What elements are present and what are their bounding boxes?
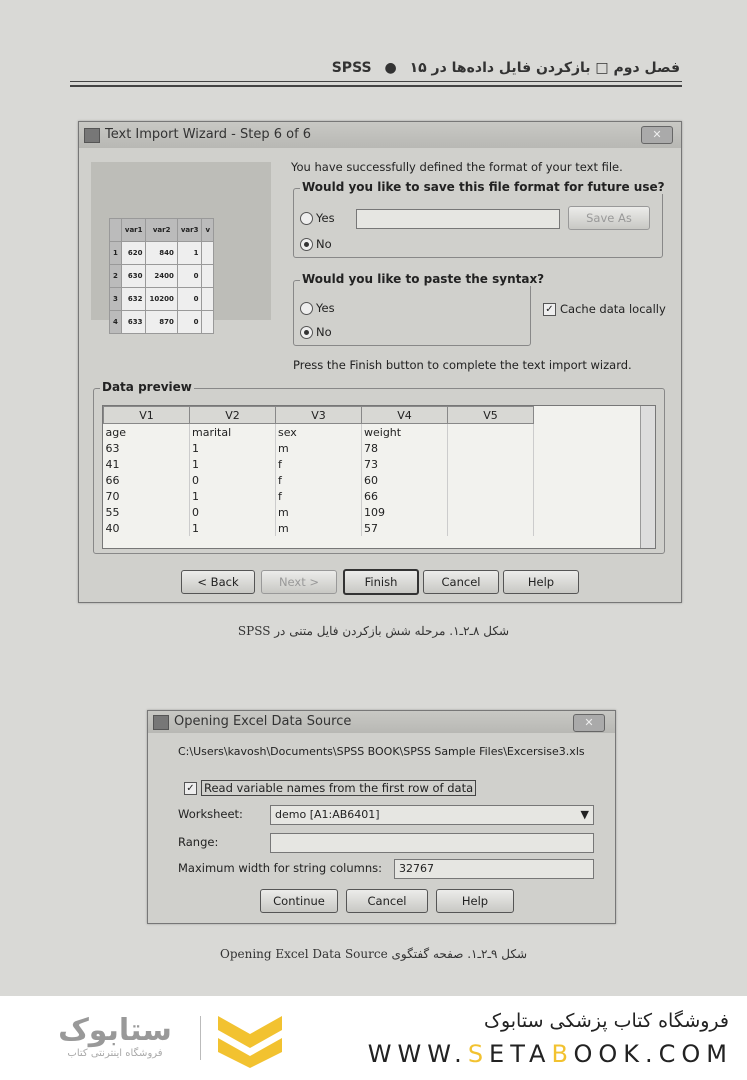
dialog-title: Opening Excel Data Source [174,714,352,729]
column-header: V2 [190,407,276,424]
table-cell [448,424,534,441]
running-header [70,60,680,82]
table-row [104,488,534,504]
save-path-input[interactable] [356,209,560,229]
table-cell: m [276,504,362,520]
table-cell: f [276,456,362,472]
text-import-wizard [78,121,682,603]
table-row [104,504,534,520]
save-yes-radio[interactable]: Yes [300,211,335,225]
preview-image [91,162,271,326]
cache-checkbox[interactable]: ✓ Cache data locally [543,302,666,316]
title-bar [79,122,681,148]
table-row [104,520,534,536]
table-cell: 0 [190,472,276,488]
close-button[interactable]: ✕ [573,714,605,732]
table-cell: 55 [104,504,190,520]
cancel-button[interactable]: Cancel [346,889,428,913]
table-cell: m [276,520,362,536]
group-label: Would you like to save this file format for future use? [302,180,665,194]
header-rule [70,85,682,87]
read-names-checkbox[interactable]: ✓ Read variable names from the first row of data [184,781,476,795]
worksheet-label: Worksheet: [178,807,243,821]
app-icon [153,715,169,730]
help-button[interactable]: Help [436,889,514,913]
chevron-logo-icon [214,1012,286,1068]
mini-table: var1 var2 var3 v 1 620 840 1 2 630 2400 0 3 632 10200 0 4 633 870 0 [109,218,214,334]
table-cell [448,520,534,536]
finish-message: Press the Finish button to complete the text import wizard. [293,358,632,372]
table-cell: 66 [362,488,448,504]
page-number: ۱۵ [409,60,427,76]
range-label: Range: [178,835,219,849]
range-input[interactable] [270,833,594,853]
table-cell: marital [190,424,276,441]
group-label: Would you like to paste the syntax? [302,272,545,286]
table-cell: 57 [362,520,448,536]
table-cell: sex [276,424,362,441]
group-label: Data preview [102,380,192,394]
table-row [104,472,534,488]
table-cell: 1 [190,456,276,472]
save-as-button[interactable]: Save As [568,206,650,230]
preview-grid [102,405,656,549]
file-path: C:\Users\kavosh\Documents\SPSS BOOK\SPSS Sample Files\Excersise3.xls [178,745,585,758]
table-cell: 0 [190,504,276,520]
app-icon [84,128,100,143]
column-header: V3 [276,407,362,424]
paste-syntax-group [293,272,545,346]
preview-table [103,406,534,536]
table-cell: f [276,488,362,504]
back-button[interactable]: < Back [181,570,255,594]
table-cell: 109 [362,504,448,520]
max-width-label: Maximum width for string columns: [178,861,383,875]
table-row [104,424,534,441]
table-cell: weight [362,424,448,441]
save-format-group [293,180,665,258]
store-logo: ستابوک فروشگاه اینترنتی کتاب [58,1013,172,1059]
table-cell: 73 [362,456,448,472]
close-button[interactable]: ✕ [641,126,673,144]
table-cell [448,472,534,488]
finish-button[interactable]: Finish [343,569,419,595]
store-banner [0,996,747,1080]
figure-caption: شکل ۸ـ۲ـ۱. مرحله شش بازکردن فایل متنی در SPSS [237,624,510,638]
next-button[interactable]: Next > [261,570,337,594]
continue-button[interactable]: Continue [260,889,338,913]
column-header: V4 [362,407,448,424]
table-cell: 63 [104,440,190,456]
vertical-scrollbar[interactable] [640,406,655,548]
table-cell: f [276,472,362,488]
table-cell [448,440,534,456]
table-cell: 40 [104,520,190,536]
table-cell: 41 [104,456,190,472]
worksheet-select[interactable]: demo [A1:AB6401] ▼ [270,805,594,825]
table-cell [448,456,534,472]
column-header: V5 [448,407,534,424]
table-cell: 1 [190,440,276,456]
table-cell: 66 [104,472,190,488]
store-name: فروشگاه کتاب پزشکی ستابوک [483,1010,729,1032]
data-preview-group [93,380,665,554]
cancel-button[interactable]: Cancel [423,570,499,594]
chapter-title: فصل دوم □ بازکردن فایل داده‌ها در SPSS [331,60,680,76]
table-cell: age [104,424,190,441]
max-width-input[interactable]: 32767 [394,859,594,879]
opening-excel-dialog [147,710,616,924]
table-cell: m [276,440,362,456]
title-bar [148,711,615,733]
table-cell: 70 [104,488,190,504]
chevron-down-icon: ▼ [580,808,589,821]
save-no-radio[interactable]: No [300,237,332,251]
table-cell: 1 [190,488,276,504]
paste-no-radio[interactable]: No [300,325,332,339]
header-rule [70,81,682,82]
table-cell [448,504,534,520]
bullet-icon: ● [384,60,397,76]
table-row [104,440,534,456]
column-header: V1 [104,407,190,424]
store-url[interactable]: WWW.SETABOOK.COM [367,1040,733,1068]
table-cell: 1 [190,520,276,536]
table-cell [448,488,534,504]
table-row [104,456,534,472]
help-button[interactable]: Help [503,570,579,594]
table-cell: 78 [362,440,448,456]
paste-yes-radio[interactable]: Yes [300,301,335,315]
figure-caption: شکل ۹ـ۲ـ۱. صفحه گفتگوی Opening Excel Data Source [219,947,528,961]
success-message: You have successfully defined the format of your text file. [291,160,623,174]
table-cell: 60 [362,472,448,488]
dialog-title: Text Import Wizard - Step 6 of 6 [105,127,312,142]
divider [200,1016,201,1060]
